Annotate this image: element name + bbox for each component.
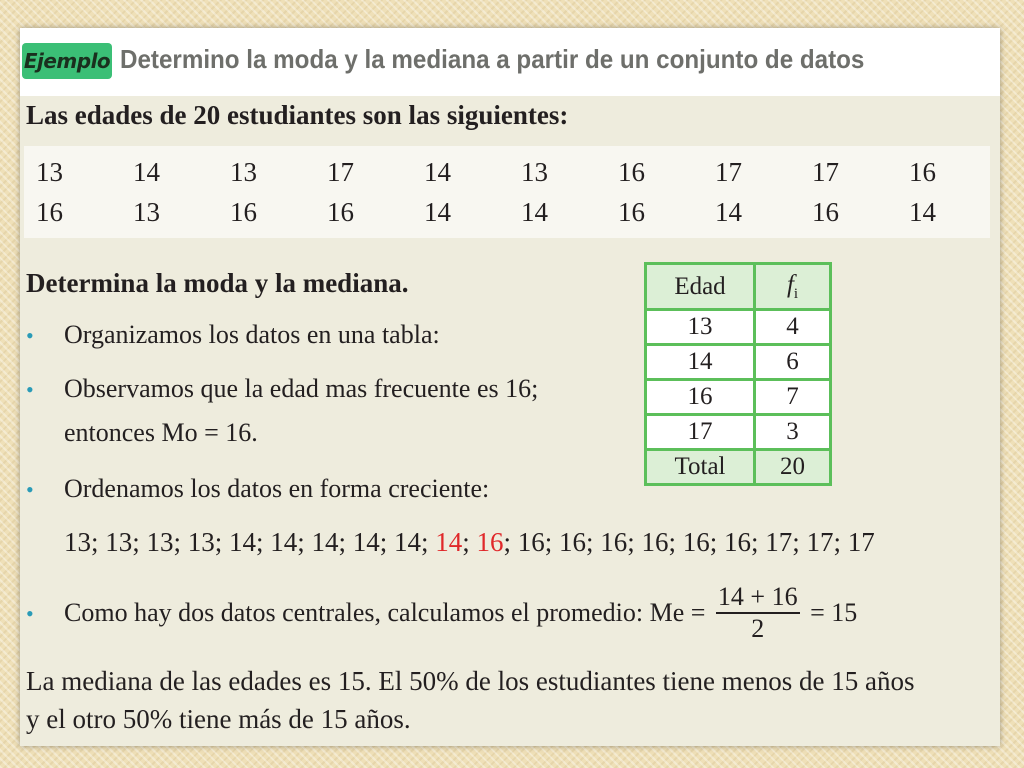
table-row [646, 310, 831, 345]
age-value: 14 [424, 157, 451, 187]
header-age: Edad [646, 264, 755, 310]
bullet-median [26, 584, 857, 646]
age-value: 13 [521, 157, 548, 187]
bullet-dot-icon: • [26, 600, 34, 626]
age-value: 14 [909, 197, 936, 227]
total-value: 20 [755, 450, 831, 485]
bullet-order [26, 474, 489, 504]
bullet-mode [26, 374, 538, 404]
age-value: 17 [812, 157, 839, 187]
table-row [646, 415, 831, 450]
ordered-before: 13; 13; 13; 13; 14; 14; 14; 14; 14; [64, 527, 429, 557]
row-age: 13 [646, 310, 755, 345]
bullet-dot-icon: • [26, 477, 34, 502]
ordered-data [64, 527, 875, 558]
table-total-row [646, 450, 831, 485]
age-value: 14 [424, 197, 451, 227]
bullet-text: Ordenamos los datos en forma creciente: [64, 474, 490, 503]
bullet-text: Organizamos los datos en una tabla: [64, 320, 440, 349]
age-value: 13 [230, 157, 257, 187]
age-value: 13 [36, 157, 63, 187]
bullet-mode-cont: entonces Mo = 16. [64, 418, 258, 447]
age-value: 13 [133, 197, 160, 227]
conclusion-line-2: y el otro 50% tiene más de 15 años. [26, 704, 411, 734]
row-freq: 7 [755, 380, 831, 415]
age-value: 17 [327, 157, 354, 187]
age-value: 16 [618, 197, 645, 227]
example-card [20, 28, 1000, 746]
row-freq: 6 [755, 345, 831, 380]
bullet-dot-icon: • [26, 377, 34, 402]
table-row [646, 380, 831, 415]
age-value: 16 [327, 197, 354, 227]
table-row [646, 345, 831, 380]
header-title: Determino la moda y la mediana a partir de un conjunto de datos [120, 44, 865, 74]
age-value: 14 [715, 197, 742, 227]
ordered-sep: ; [462, 527, 470, 557]
bullet-text: Observamos que la edad mas frecuente es 16; [64, 374, 539, 403]
freq-subscript: i [793, 285, 799, 302]
total-label: Total [646, 450, 755, 485]
ordered-after: ; 16; 16; 16; 16; 16; 16; 17; 17; 17 [503, 527, 875, 557]
conclusion-line-1: La mediana de las edades es 15. El 50% de los estudiantes tiene menos de 15 años [26, 666, 915, 696]
age-value: 17 [715, 157, 742, 187]
age-value: 16 [909, 157, 936, 187]
median-value-b: 16 [476, 527, 504, 557]
bullet-organize [26, 320, 440, 350]
task-subtitle: Determina la moda y la mediana. [26, 268, 409, 298]
example-badge: Ejemplo [22, 43, 112, 79]
intro-text: Las edades de 20 estudiantes son las siguientes: [26, 100, 569, 130]
freq-symbol: f [786, 270, 794, 298]
bullet-text: Como hay dos datos centrales, calculamos el promedio: Me = [64, 597, 706, 627]
fraction-denominator: 2 [751, 614, 765, 643]
row-age: 16 [646, 380, 755, 415]
header-frequency [755, 264, 831, 310]
header-band [20, 28, 1000, 96]
median-fraction [716, 582, 800, 644]
ages-row-2 [24, 192, 990, 232]
median-result: = 15 [810, 597, 858, 627]
fraction-numerator: 14 + 16 [716, 582, 800, 614]
ages-row-1 [24, 152, 990, 192]
age-value: 14 [521, 197, 548, 227]
row-age: 14 [646, 345, 755, 380]
row-age: 17 [646, 415, 755, 450]
row-freq: 3 [755, 415, 831, 450]
bullet-dot-icon: • [26, 323, 34, 348]
age-value: 14 [133, 157, 160, 187]
row-freq: 4 [755, 310, 831, 345]
ages-data-box [24, 146, 990, 238]
age-value: 16 [618, 157, 645, 187]
median-value-a: 14 [435, 527, 463, 557]
frequency-table [644, 262, 832, 486]
age-value: 16 [230, 197, 257, 227]
table-header-row [646, 264, 831, 310]
age-value: 16 [812, 197, 839, 227]
age-value: 16 [36, 197, 63, 227]
